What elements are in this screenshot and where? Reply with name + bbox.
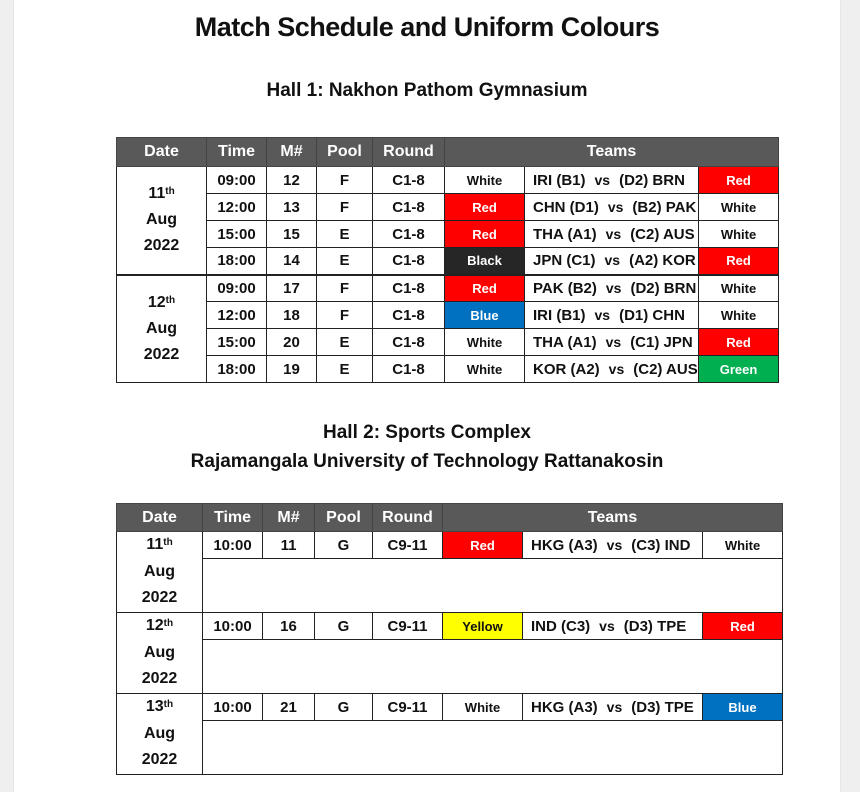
date-day xyxy=(117,290,206,316)
time-cell: 15:00 xyxy=(207,221,267,248)
left-uniform-color: Yellow xyxy=(443,613,523,640)
table-row xyxy=(117,248,779,275)
match-number-cell: 14 xyxy=(267,248,317,275)
versus-label: vs xyxy=(608,360,625,377)
pool-cell: F xyxy=(317,167,373,194)
team-1: IRI (B1) xyxy=(533,306,586,324)
round-cell: C1-8 xyxy=(373,167,445,194)
left-uniform-color: Red xyxy=(445,221,525,248)
date-year: 2022 xyxy=(143,237,180,255)
pool-cell: F xyxy=(317,194,373,221)
time-cell: 10:00 xyxy=(203,613,263,640)
team-2: (C3) IND xyxy=(631,536,691,554)
right-uniform-color: White xyxy=(699,194,779,221)
team-1: CHN (D1) xyxy=(533,198,599,216)
date-day xyxy=(117,613,202,640)
table-row xyxy=(117,302,779,329)
team-1: THA (A1) xyxy=(533,333,597,351)
date-day-number: 12 xyxy=(147,293,166,311)
versus-label: vs xyxy=(599,617,615,634)
match-number-cell: 11 xyxy=(263,532,315,559)
pool-cell: E xyxy=(317,329,373,356)
time-cell: 09:00 xyxy=(207,275,267,302)
right-uniform-color: Red xyxy=(699,248,779,275)
date-year: 2022 xyxy=(141,589,178,606)
left-uniform-color: Black xyxy=(445,248,525,275)
table-header-row xyxy=(117,138,779,167)
match-number-cell: 17 xyxy=(267,275,317,302)
pool-cell: E xyxy=(317,356,373,383)
date-day-suffix: th xyxy=(163,699,174,710)
match-number-cell: 20 xyxy=(267,329,317,356)
date-month: Aug xyxy=(143,643,176,661)
match-teams xyxy=(525,329,699,356)
match-teams xyxy=(525,167,699,194)
team-2: (D1) CHN xyxy=(619,306,685,324)
match-teams xyxy=(523,694,703,721)
date-cell xyxy=(117,613,203,694)
blank-row xyxy=(117,640,783,694)
time-cell: 12:00 xyxy=(207,302,267,329)
time-cell: 09:00 xyxy=(207,167,267,194)
header-round: Round xyxy=(373,138,445,167)
round-cell: C9-11 xyxy=(373,694,443,721)
team-1: KOR (A2) xyxy=(533,360,600,378)
match-number-cell: 19 xyxy=(267,356,317,383)
blank-cell xyxy=(203,640,783,694)
left-uniform-color: White xyxy=(443,694,523,721)
team-2: (C2) AUS xyxy=(633,360,698,378)
time-cell: 15:00 xyxy=(207,329,267,356)
left-uniform-color: Blue xyxy=(445,302,525,329)
team-1: THA (A1) xyxy=(533,225,597,243)
table-header-row xyxy=(117,504,783,532)
date-day-number: 11 xyxy=(148,185,166,203)
left-uniform-color: White xyxy=(445,356,525,383)
versus-label: vs xyxy=(594,171,611,188)
date-day xyxy=(117,694,202,721)
date-day-suffix: th xyxy=(163,618,174,629)
time-cell: 12:00 xyxy=(207,194,267,221)
date-year: 2022 xyxy=(141,670,178,687)
date-day-suffix: th xyxy=(165,294,176,306)
match-teams xyxy=(525,356,699,383)
round-cell: C1-8 xyxy=(373,275,445,302)
right-uniform-color: White xyxy=(699,221,779,248)
date-day xyxy=(117,532,202,559)
match-number-cell: 15 xyxy=(267,221,317,248)
header-date: Date xyxy=(117,138,207,167)
pool-cell: G xyxy=(315,694,373,721)
header-date: Date xyxy=(117,504,203,532)
table-row xyxy=(117,329,779,356)
round-cell: C9-11 xyxy=(373,532,443,559)
round-cell: C1-8 xyxy=(373,194,445,221)
date-cell xyxy=(117,167,207,275)
header-teams: Teams xyxy=(445,138,779,167)
table-row xyxy=(117,194,779,221)
date-day-suffix: th xyxy=(165,186,175,198)
time-cell: 18:00 xyxy=(207,356,267,383)
header-teams: Teams xyxy=(443,504,783,532)
match-teams xyxy=(525,248,699,275)
right-uniform-color: Blue xyxy=(703,694,783,721)
team-2: (A2) KOR xyxy=(629,252,696,270)
versus-label: vs xyxy=(605,279,622,296)
match-teams xyxy=(523,532,703,559)
round-cell: C1-8 xyxy=(373,329,445,356)
date-cell xyxy=(117,694,203,775)
pool-cell: F xyxy=(317,275,373,302)
header-time: Time xyxy=(207,138,267,167)
date-month: Aug xyxy=(145,211,178,229)
document-page xyxy=(14,0,840,792)
header-pool: Pool xyxy=(317,138,373,167)
hall1-title: Hall 1: Nakhon Pathom Gymnasium xyxy=(266,80,588,101)
match-teams xyxy=(525,275,699,302)
left-uniform-color: White xyxy=(445,167,525,194)
table-row xyxy=(117,167,779,194)
header-round: Round xyxy=(373,504,443,532)
hall2-title-line2: Rajamangala University of Technology Rattanakosin xyxy=(190,451,664,472)
date-day xyxy=(117,181,206,207)
team-2: (D2) BRN xyxy=(630,279,697,297)
page-title: Match Schedule and Uniform Colours xyxy=(194,12,660,42)
header-match-number: M# xyxy=(263,504,315,532)
left-uniform-color: Red xyxy=(445,194,525,221)
team-2: (D3) TPE xyxy=(631,698,694,716)
round-cell: C1-8 xyxy=(373,302,445,329)
right-uniform-color: White xyxy=(699,302,779,329)
date-month: Aug xyxy=(145,319,178,337)
versus-label: vs xyxy=(605,225,622,242)
team-2: (D2) BRN xyxy=(619,171,685,189)
left-uniform-color: Red xyxy=(445,275,525,302)
match-number-cell: 12 xyxy=(267,167,317,194)
match-number-cell: 13 xyxy=(267,194,317,221)
date-day-number: 11 xyxy=(146,536,164,553)
match-teams xyxy=(525,221,699,248)
team-1: IRI (B1) xyxy=(533,171,586,189)
pool-cell: F xyxy=(317,302,373,329)
pool-cell: E xyxy=(317,221,373,248)
pool-cell: G xyxy=(315,532,373,559)
left-uniform-color: White xyxy=(445,329,525,356)
table-row xyxy=(117,356,779,383)
match-teams xyxy=(525,194,699,221)
blank-row xyxy=(117,721,783,775)
round-cell: C9-11 xyxy=(373,613,443,640)
right-uniform-color: Red xyxy=(699,329,779,356)
hall2-schedule-table xyxy=(116,503,783,775)
versus-label: vs xyxy=(604,252,621,269)
date-year: 2022 xyxy=(143,345,180,363)
table-row xyxy=(117,613,783,640)
team-2: (D3) TPE xyxy=(623,617,687,635)
match-teams xyxy=(525,302,699,329)
match-teams xyxy=(523,613,703,640)
team-1: HKG (A3) xyxy=(531,698,598,716)
right-uniform-color: Green xyxy=(699,356,779,383)
team-1: JPN (C1) xyxy=(533,252,596,270)
versus-label: vs xyxy=(605,333,622,350)
team-1: PAK (B2) xyxy=(533,279,597,297)
date-month: Aug xyxy=(143,724,176,742)
versus-label: vs xyxy=(607,198,624,215)
right-uniform-color: Red xyxy=(703,613,783,640)
time-cell: 18:00 xyxy=(207,248,267,275)
header-match-number: M# xyxy=(267,138,317,167)
match-number-cell: 16 xyxy=(263,613,315,640)
date-cell xyxy=(117,532,203,613)
date-day-number: 13 xyxy=(145,698,164,715)
time-cell: 10:00 xyxy=(203,694,263,721)
right-uniform-color: Red xyxy=(699,167,779,194)
hall2-title xyxy=(14,418,840,476)
table-row xyxy=(117,275,779,302)
table-row xyxy=(117,694,783,721)
date-year: 2022 xyxy=(141,751,178,768)
blank-cell xyxy=(203,721,783,775)
team-2: (C1) JPN xyxy=(630,333,693,351)
team-2: (B2) PAK xyxy=(632,198,697,216)
date-day-suffix: th xyxy=(163,537,173,548)
date-cell xyxy=(117,275,207,383)
pool-cell: E xyxy=(317,248,373,275)
right-uniform-color: White xyxy=(703,532,783,559)
hall1-schedule-table xyxy=(116,137,779,383)
blank-row xyxy=(117,559,783,613)
team-1: IND (C3) xyxy=(531,617,591,635)
round-cell: C1-8 xyxy=(373,221,445,248)
round-cell: C1-8 xyxy=(373,248,445,275)
header-pool: Pool xyxy=(315,504,373,532)
right-uniform-color: White xyxy=(699,275,779,302)
team-2: (C2) AUS xyxy=(630,225,695,243)
team-1: HKG (A3) xyxy=(531,536,598,554)
match-number-cell: 21 xyxy=(263,694,315,721)
pool-cell: G xyxy=(315,613,373,640)
table-row xyxy=(117,532,783,559)
header-time: Time xyxy=(203,504,263,532)
round-cell: C1-8 xyxy=(373,356,445,383)
table-row xyxy=(117,221,779,248)
match-number-cell: 18 xyxy=(267,302,317,329)
left-uniform-color: Red xyxy=(443,532,523,559)
versus-label: vs xyxy=(594,306,611,323)
blank-cell xyxy=(203,559,783,613)
hall2-title-line1: Hall 2: Sports Complex xyxy=(323,422,531,443)
versus-label: vs xyxy=(606,536,623,553)
time-cell: 10:00 xyxy=(203,532,263,559)
date-day-number: 12 xyxy=(145,617,164,634)
date-month: Aug xyxy=(143,562,176,580)
versus-label: vs xyxy=(606,698,623,715)
